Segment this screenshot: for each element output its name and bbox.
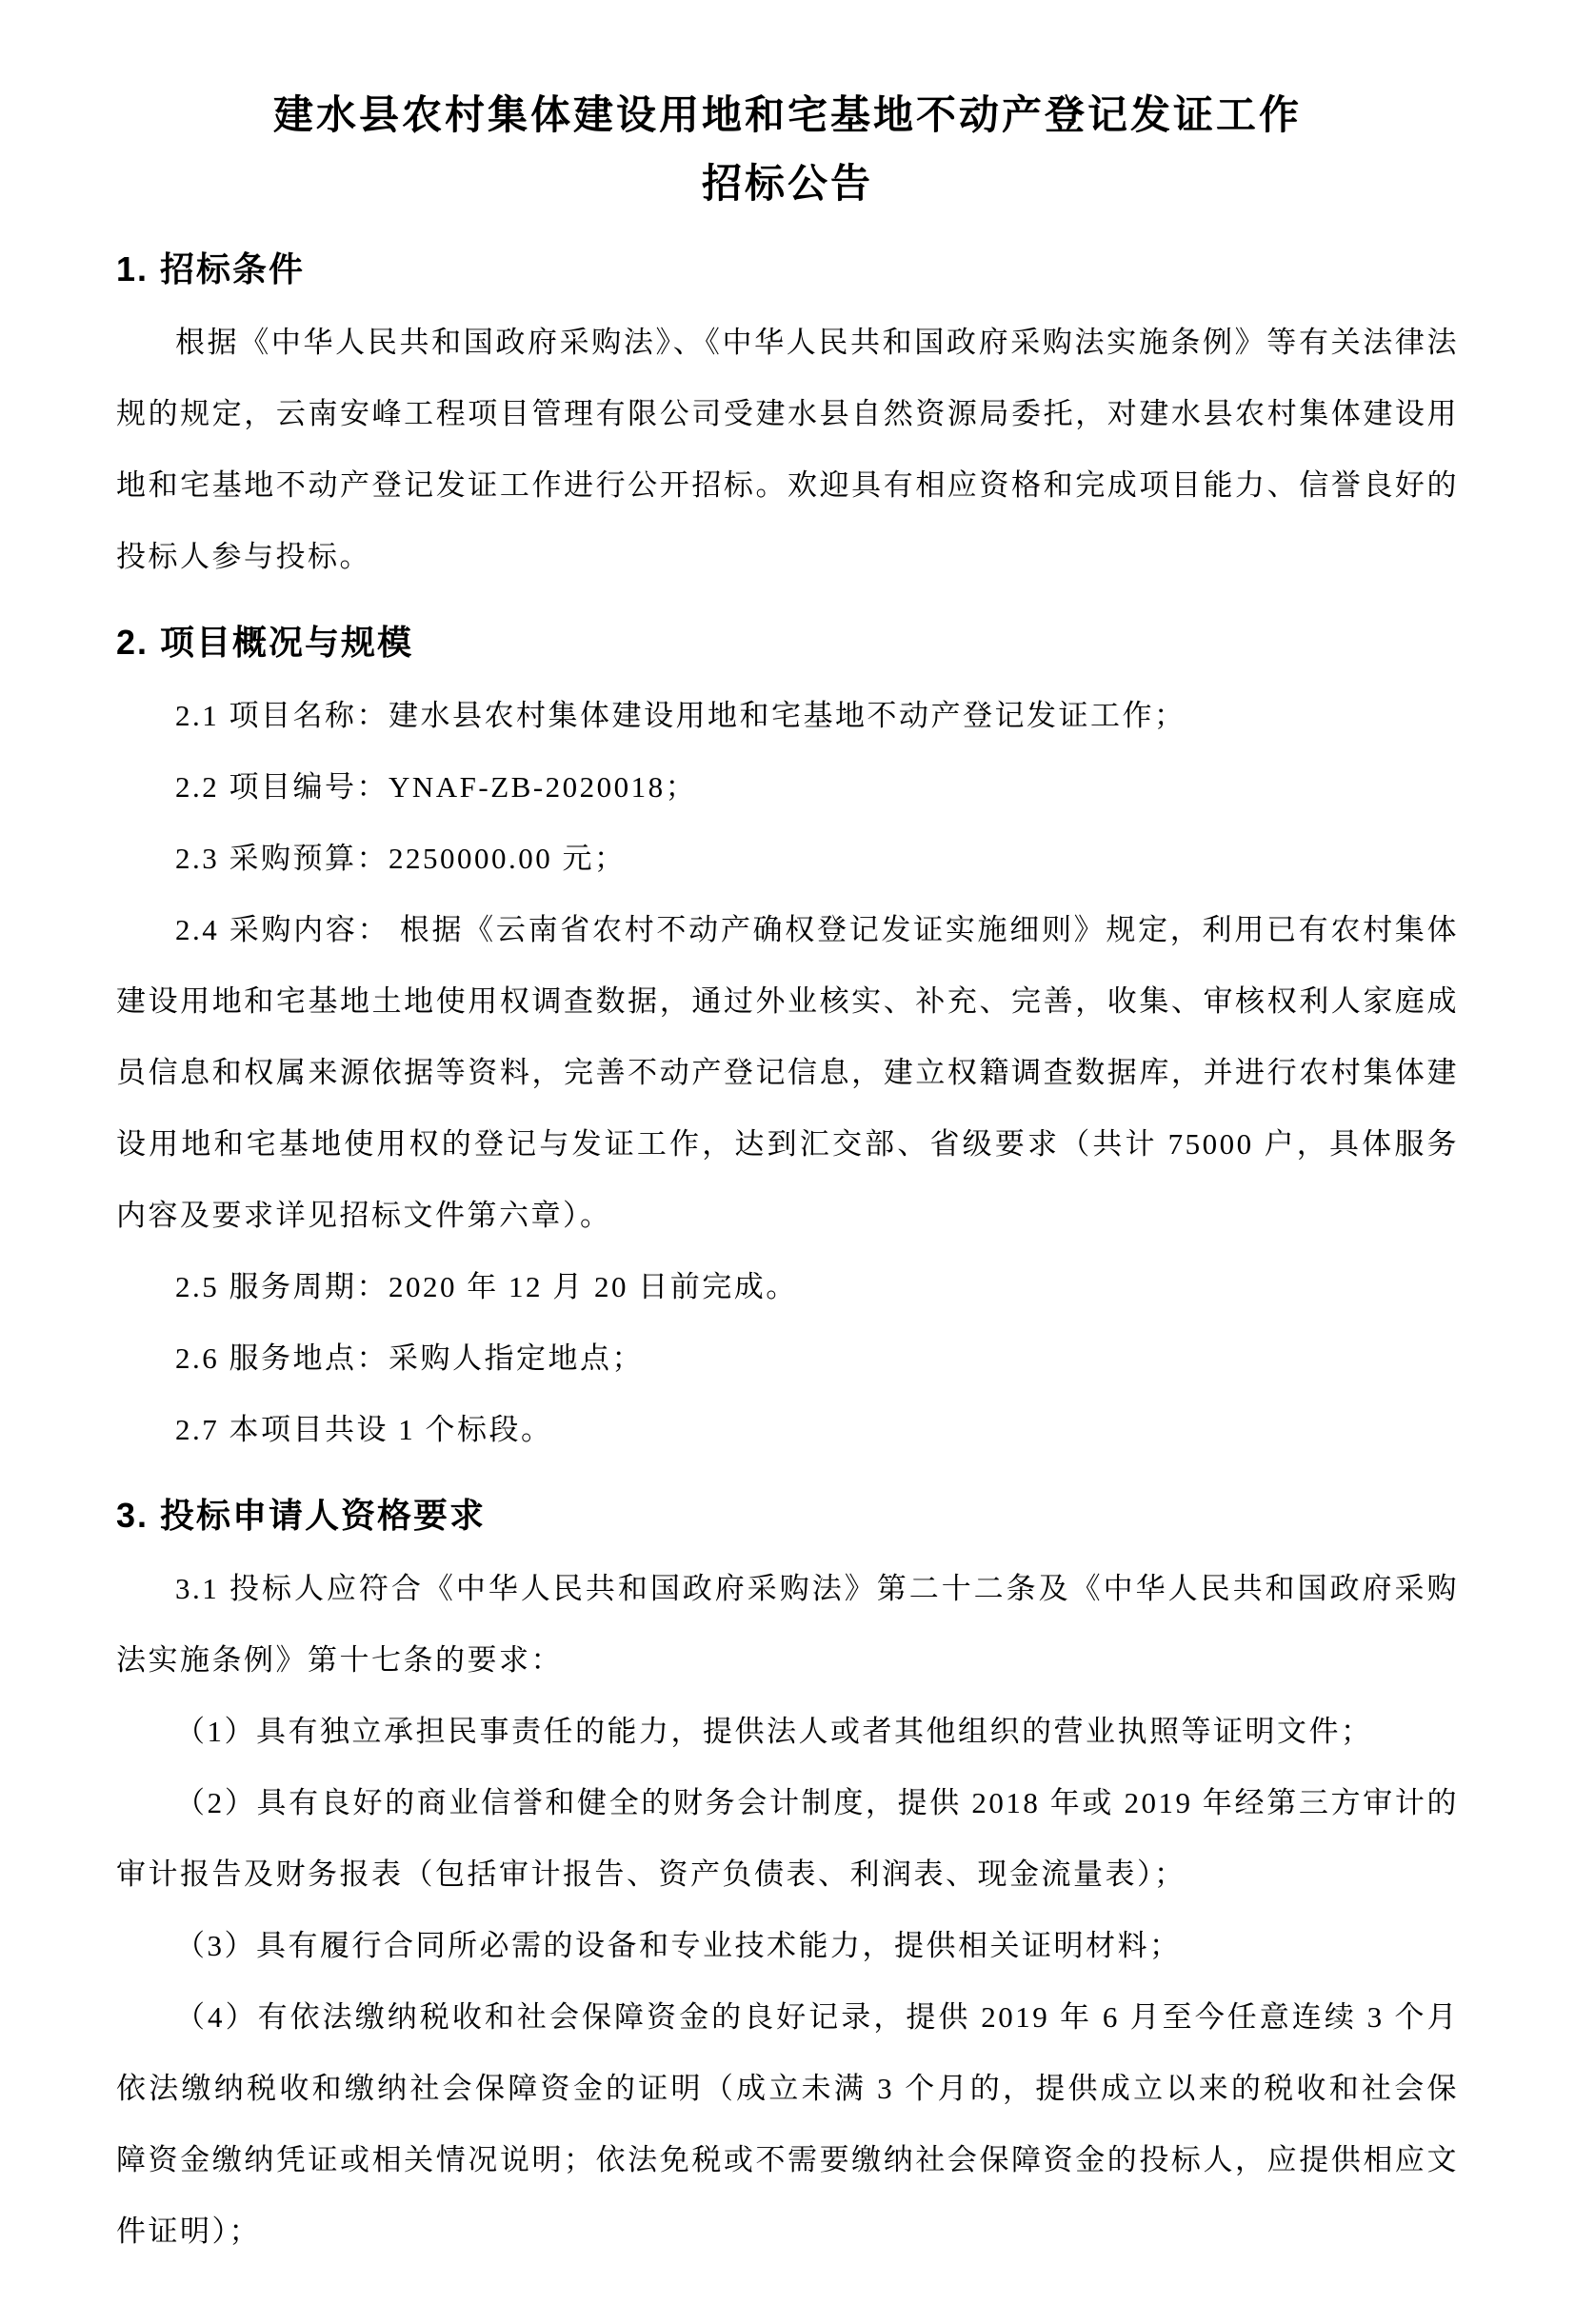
- paragraph-procurement-budget: 2.3 采购预算：2250000.00 元；: [175, 842, 627, 875]
- paragraph-service-period: 2.5 服务周期：2020 年 12 月 20 日前完成。: [175, 1270, 798, 1303]
- section-heading-bidder-qualifications: 3. 投标申请人资格要求: [116, 1496, 487, 1535]
- paragraph-project-name: 2.1 项目名称：建水县农村集体建设用地和宅基地不动产登记发证工作；: [175, 699, 1186, 732]
- paragraph-project-number: 2.2 项目编号：YNAF-ZB-2020018；: [175, 770, 698, 804]
- section-heading-project-overview: 2. 项目概况与规模: [116, 623, 414, 662]
- paragraph-qualification-item-1: （1）具有独立承担民事责任的能力，提供法人或者其他组织的营业执照等证明文件；: [175, 1715, 1373, 1748]
- paragraph-qualification-item-2: （2）具有良好的商业信誉和健全的财务会计制度，提供 2018 年或 2019 年经第三方审计的审计报告及财务报表（包括审计报告、资产负债表、利润表、现金流量表）；: [116, 1786, 1459, 1891]
- paragraph-bid-sections: 2.7 本项目共设 1 个标段。: [175, 1413, 553, 1446]
- paragraph-qualification-item-4: （4）有依法缴纳税收和社会保障资金的良好记录，提供 2019 年 6 月至今任意连续 3 个月依法缴纳税收和缴纳社会保障资金的证明（成立未满 3 个月的，提供成立以来的税收和社会保障资金缴纳凭证或相关情况说明；依法免税或不需要缴纳社会保障资金的投标人，应提供相应文件证明）；: [116, 2000, 1459, 2248]
- paragraph-service-location: 2.6 服务地点：采购人指定地点；: [175, 1341, 644, 1375]
- document-title-line2: 招标公告: [701, 163, 873, 207]
- paragraph-bidding-conditions: 根据《中华人民共和国政府采购法》、《中华人民共和国政府采购法实施条例》等有关法律法规的规定，云南安峰工程项目管理有限公司受建水县自然资源局委托，对建水县农村集体建设用地和宅基地不动产登记发证工作进行公开招标。欢迎具有相应资格和完成项目能力、信誉良好的投标人参与投标。: [116, 326, 1459, 573]
- paragraph-qualification-intro: 3.1 投标人应符合《中华人民共和国政府采购法》第二十二条及《中华人民共和国政府采购法实施条例》第十七条的要求：: [116, 1572, 1459, 1677]
- paragraph-qualification-item-3: （3）具有履行合同所必需的设备和专业技术能力，提供相关证明材料；: [175, 1929, 1182, 1962]
- paragraph-procurement-content: 2.4 采购内容： 根据《云南省农村不动产确权登记发证实施细则》规定，利用已有农村集体建设用地和宅基地土地使用权调查数据，通过外业核实、补充、完善，收集、审核权利人家庭成员信息和权属来源依据等资料，完善不动产登记信息，建立权籍调查数据库，并进行农村集体建设用地和宅基地使用权的登记与发证工作，达到汇交部、省级要求（共计 75000 户，具体服务内容及要求详见招标文件第六章）。: [116, 913, 1459, 1232]
- document-title-line1: 建水县农村集体建设用地和宅基地不动产登记发证工作: [272, 94, 1302, 138]
- section-heading-bidding-conditions: 1. 招标条件: [116, 249, 306, 288]
